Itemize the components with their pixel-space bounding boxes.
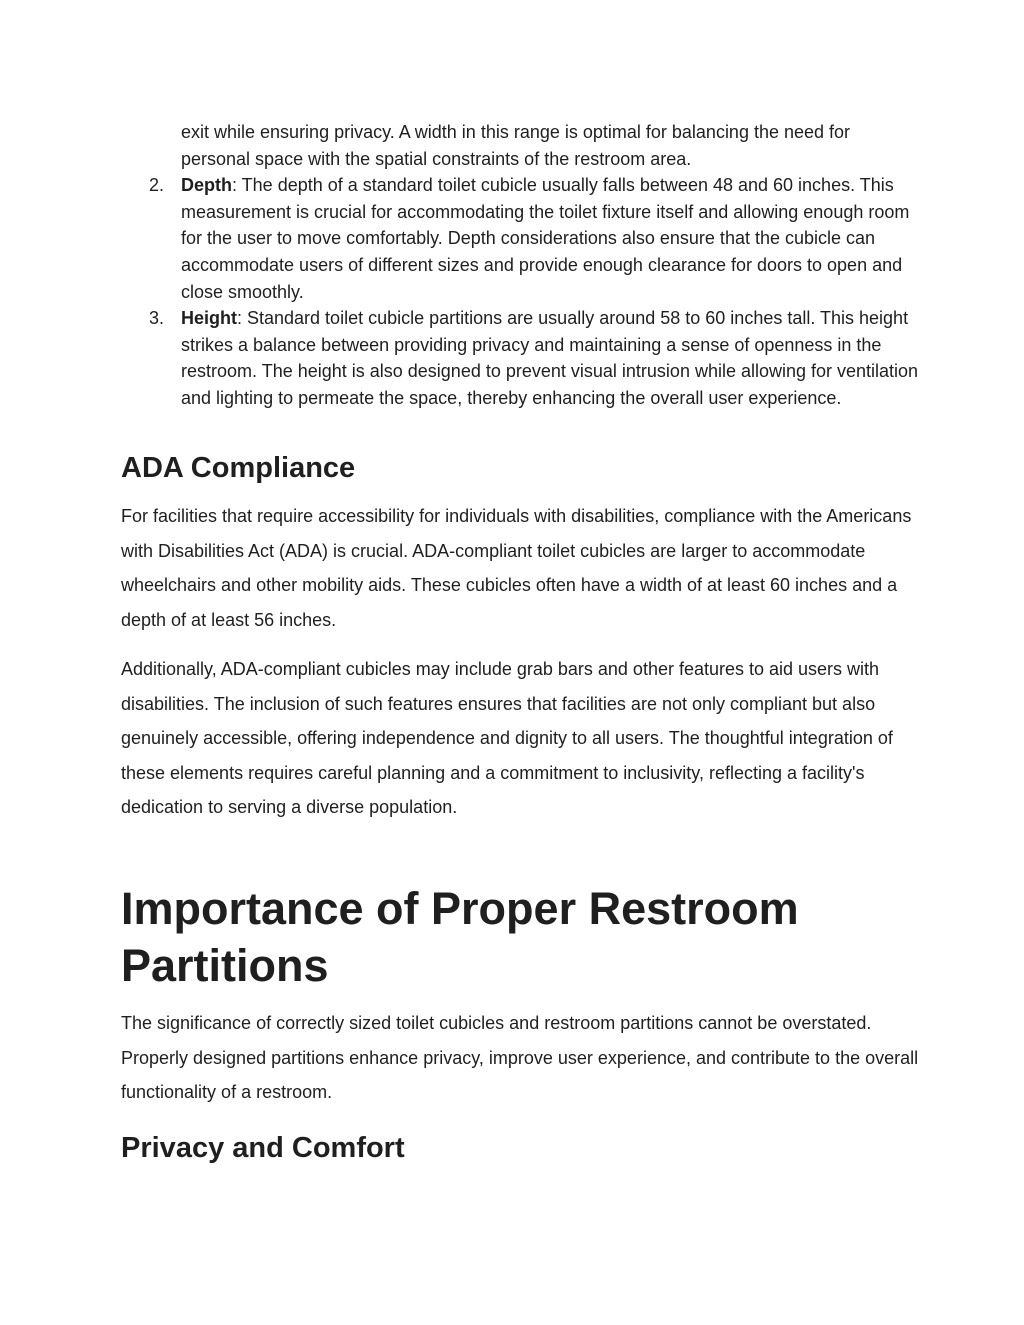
list-number: 2. (149, 175, 165, 196)
section-heading-ada: ADA Compliance (121, 452, 356, 484)
list-item-text: : Standard toilet cubicle partitions are usually around 58 to 60 inches tall. This height strikes a balance between providing privacy and maintaining a sense of openness in the restroom. The height is also designed to prevent visual intrusion while allowing for ventilation and lighting to permeate the space, thereby enhancing the overall user experience. (181, 308, 919, 408)
dimension-list (121, 119, 921, 412)
list-item-height (121, 305, 921, 411)
list-item-term: Depth (181, 175, 232, 196)
list-number: 3. (149, 308, 165, 329)
importance-paragraph: The significance of correctly sized toilet cubicles and restroom partitions cannot be overstated. Properly designed partitions enhance privacy, improve user experience, and contribute to the overall functionality of a restroom. (121, 1013, 919, 1103)
list-item-text: exit while ensuring privacy. A width in this range is optimal for balancing the need for personal space with the spatial constraints of the restroom area. (181, 122, 851, 169)
list-item-depth (121, 172, 921, 305)
list-item-term: Height (181, 308, 237, 329)
ada-paragraph-1: For facilities that require accessibility for individuals with disabilities, compliance with the Americans with Disabilities Act (ADA) is crucial. ADA-compliant toilet cubicles are larger to accommodate wheelchairs and other mobility aids. These cubicles often have a width of at least 60 inches and a depth of at least 56 inches. (121, 506, 912, 630)
list-item-width-continuation (121, 119, 921, 172)
section-heading-importance: Importance of Proper Restroom Partitions (121, 883, 799, 991)
ada-paragraph-2: Additionally, ADA-compliant cubicles may include grab bars and other features to aid users with disabilities. The inclusion of such features ensures that facilities are not only compliant but also genuinely accessible, offering independence and dignity to all users. The thoughtful integration of these elements requires careful planning and a commitment to inclusivity, reflecting a facility's dedication to serving a diverse population. (121, 659, 893, 818)
section-heading-privacy: Privacy and Comfort (121, 1132, 405, 1164)
list-item-text: : The depth of a standard toilet cubicle usually falls between 48 and 60 inches. This measurement is crucial for accommodating the toilet fixture itself and allowing enough room for the user to move comfortably. Depth considerations also ensure that the cubicle can accommodate users of different sizes and provide enough clearance for doors to open and close smoothly. (181, 175, 910, 302)
